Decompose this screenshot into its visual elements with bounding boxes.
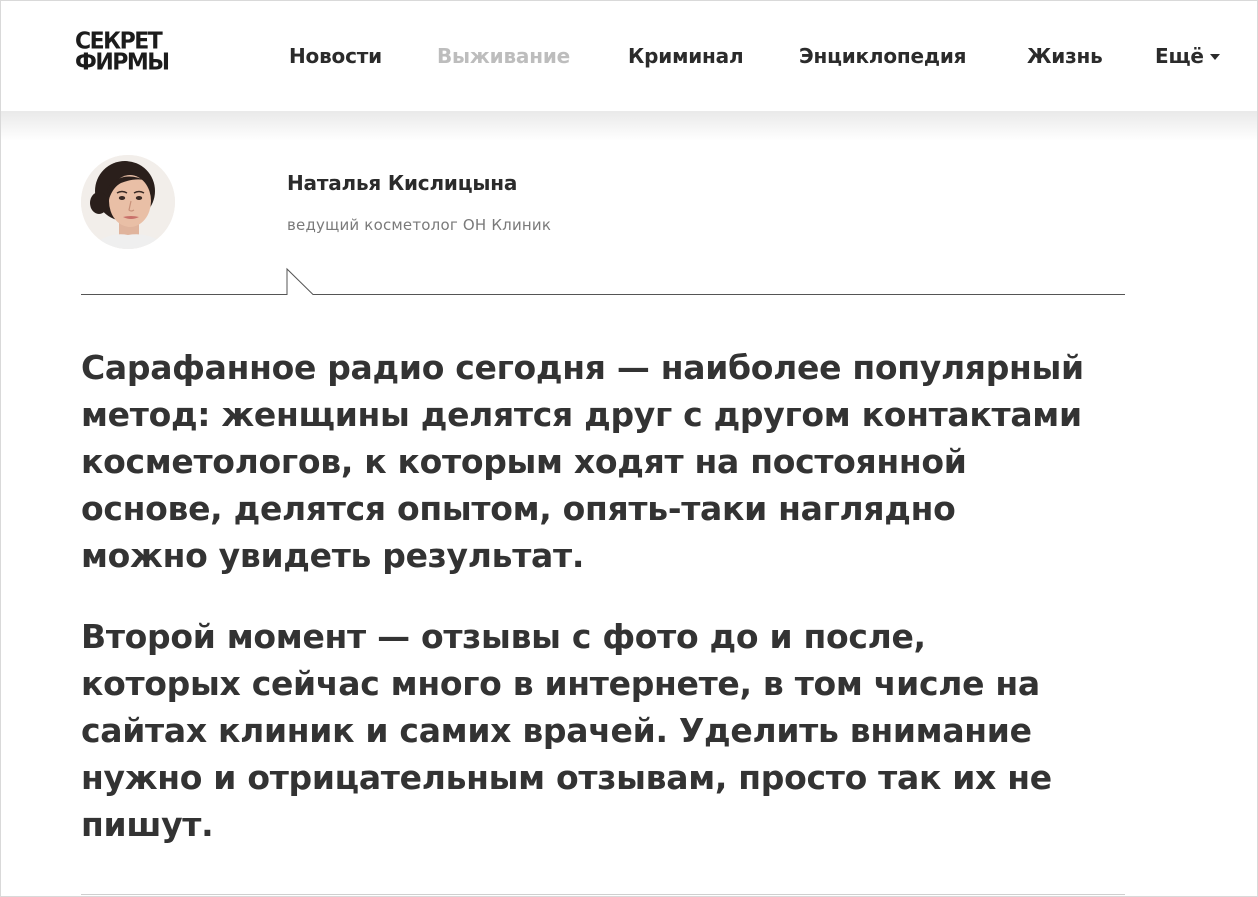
main-nav [1,43,1258,69]
logo-line-1: СЕКРЕТ [75,28,162,55]
quote-paragraph-2: Второй момент — отзывы с фото до и после, которых сейчас много в интернете, в том числе на сайтах клиник и самих врачей. Уделить внимание нужно и отрицательным отзывам, просто так их не пишут. [81,617,1052,844]
nav-item-more[interactable] [1155,43,1220,69]
author-avatar [81,155,175,249]
chevron-down-icon [1210,54,1220,60]
nav-item-life[interactable]: Жизнь [1027,44,1103,68]
nav-item-news[interactable]: Новости [289,44,382,68]
author-name: Наталья Кислицына [287,171,518,195]
bottom-divider [81,894,1125,895]
site-header [1,1,1258,111]
author-role: ведущий косметолог ОН Клиник [287,216,552,234]
nav-item-crime[interactable]: Криминал [628,44,744,68]
logo-line-2: ФИРМЫ [75,49,169,76]
header-shadow [1,111,1258,141]
nav-more-label: Ещё [1155,44,1204,68]
nav-item-encyclopedia[interactable]: Энциклопедия [799,44,967,68]
quote-paragraph-1: Сарафанное радио сегодня — наиболее популярный метод: женщины делятся друг с другом контактами косметологов, к которым ходят на постоянной основе, делятся опытом, опять-таки наглядно можно увидеть результат. [81,348,1084,575]
avatar-portrait [81,155,175,249]
nav-item-survival[interactable]: Выживание [437,44,570,68]
quote-divider [81,263,1125,303]
